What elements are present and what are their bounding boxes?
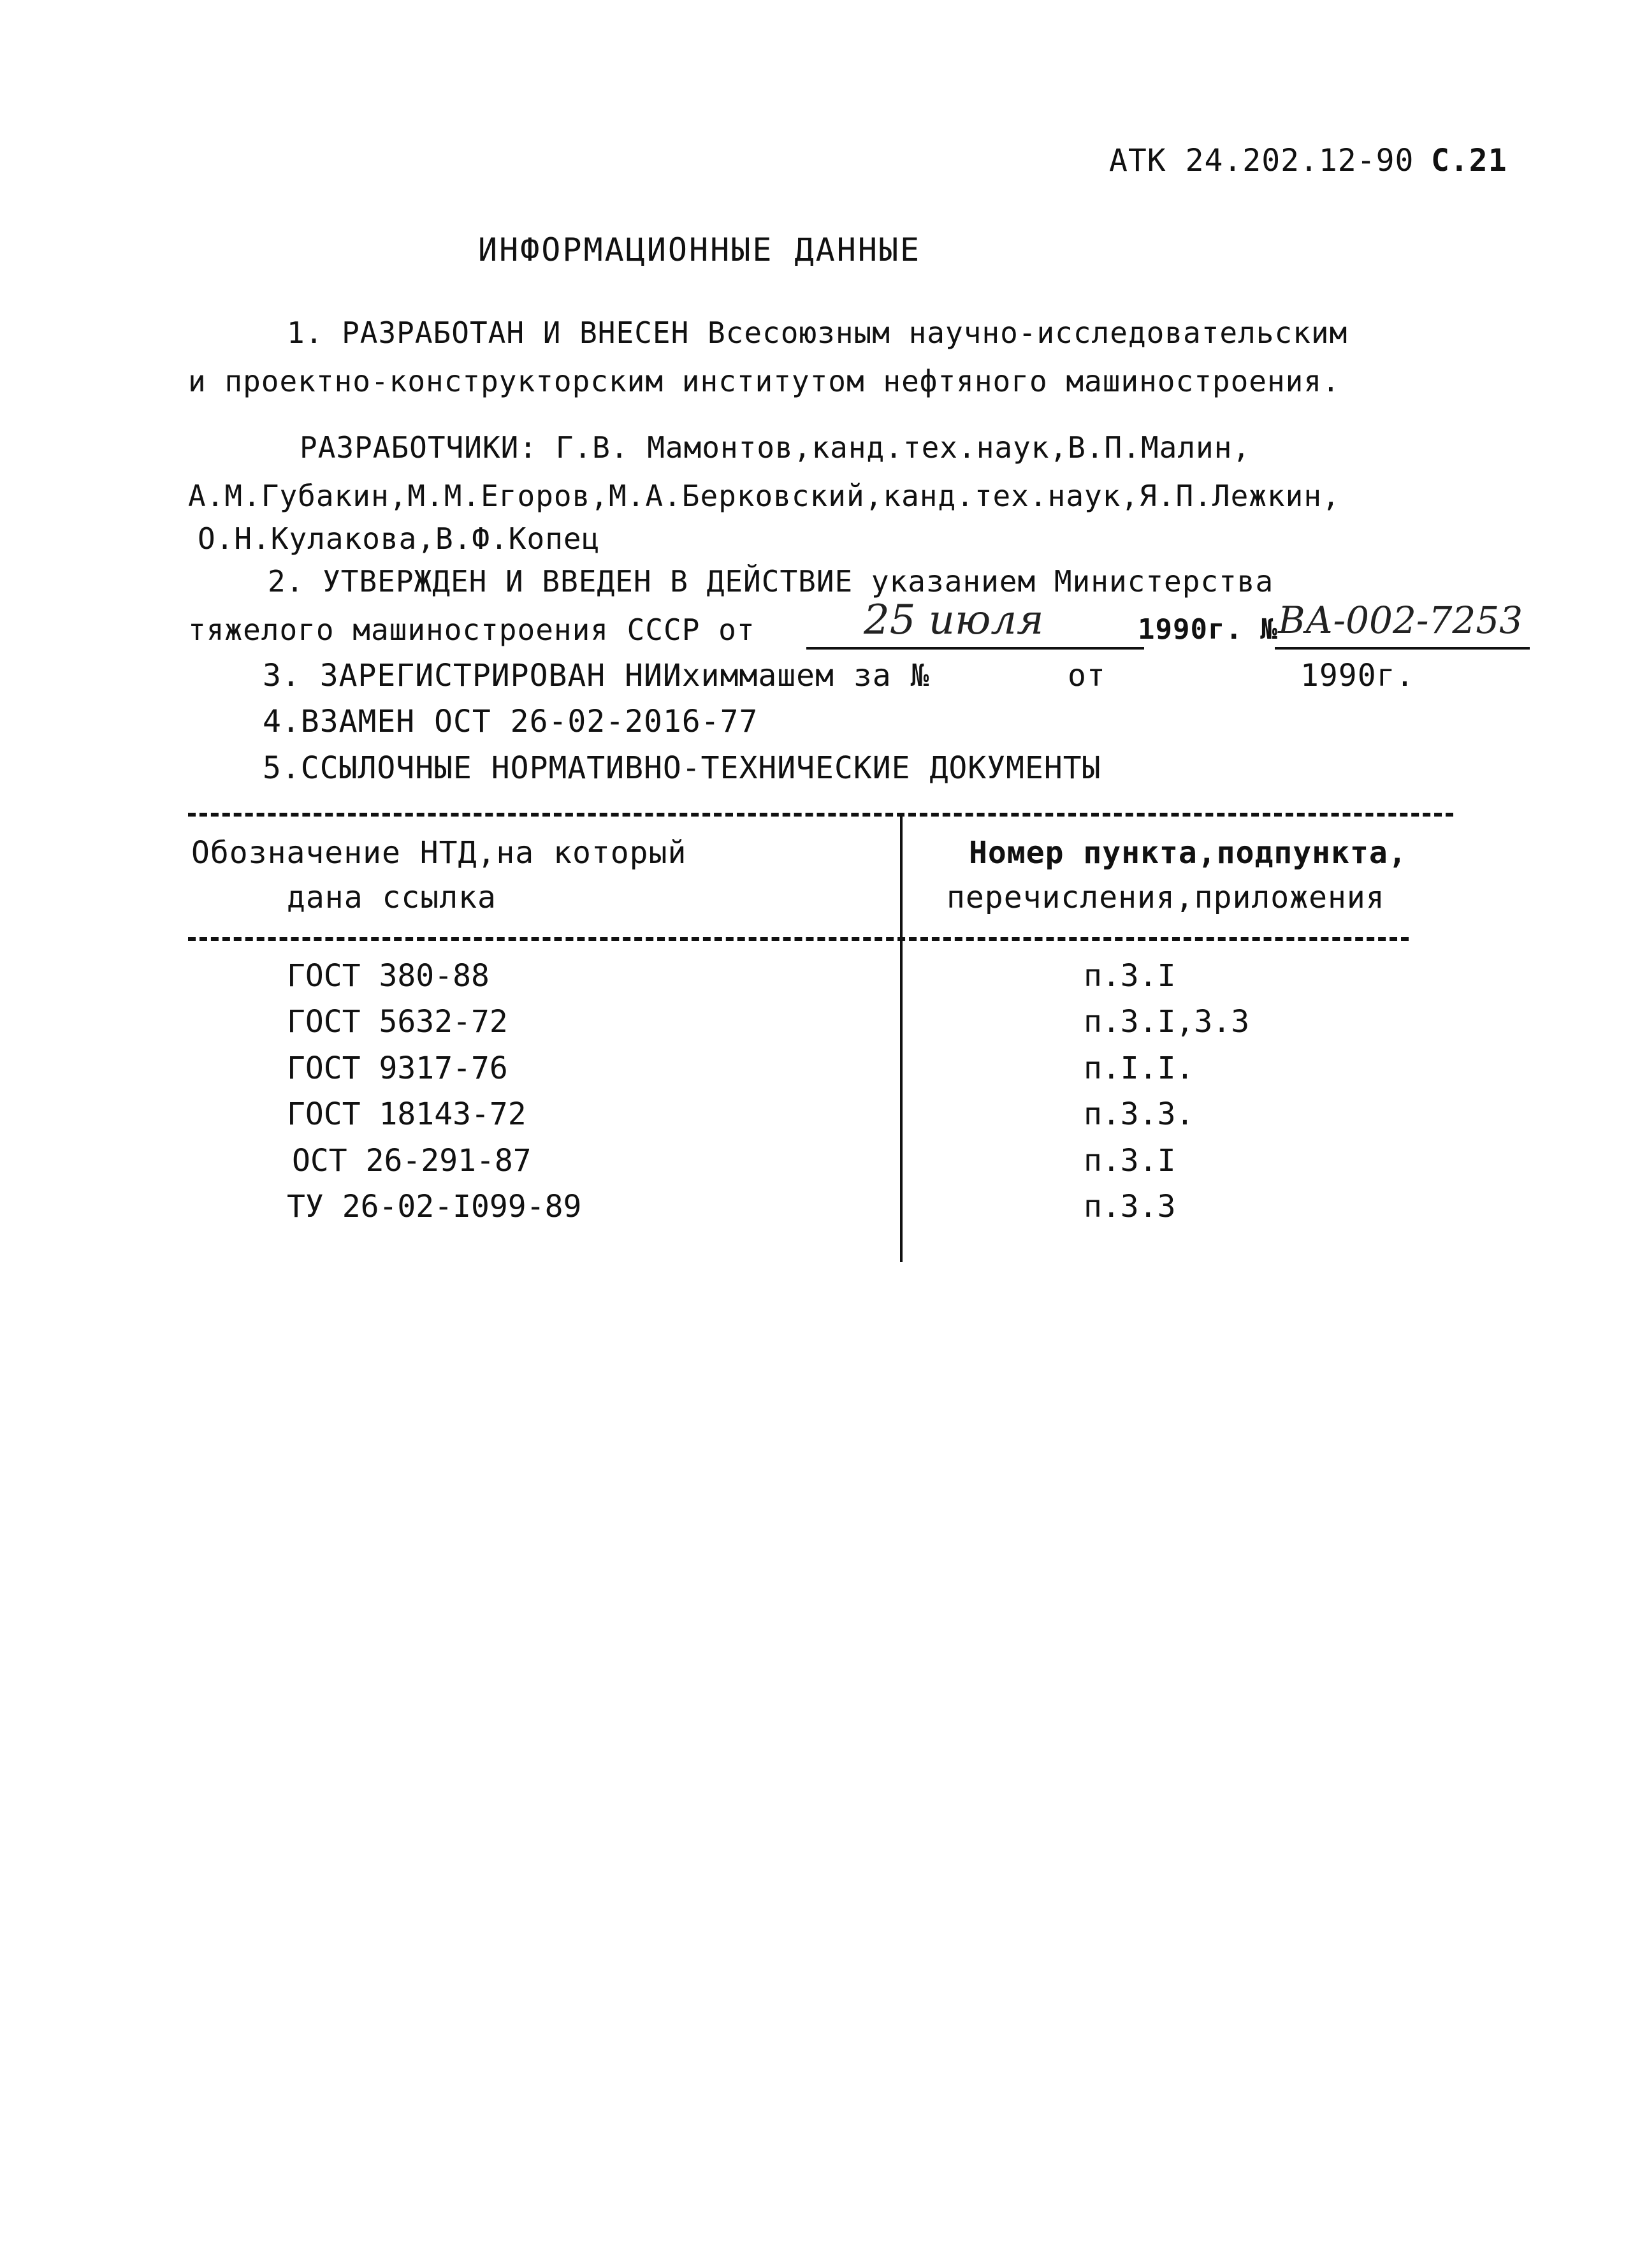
table-row-doc: ГОСТ 5632-72 (287, 1004, 508, 1040)
handwritten-date: 25 июля (864, 597, 1044, 644)
table-column-divider (900, 816, 903, 1262)
table-row-ref: п.3.I (1084, 958, 1176, 994)
item4-text: 4.ВЗАМЕН ОСТ 26-02-2016-77 (263, 704, 759, 739)
item1-developers-line2: А.М.Губакин,М.М.Егоров,М.А.Берковский,канд.тех.наук,Я.П.Лежкин, (188, 479, 1340, 513)
table-row-ref: п.3.I (1084, 1143, 1176, 1179)
table-header-right-line1: Номер пункта,подпункта, (969, 835, 1407, 871)
item1-line1: 1. РАЗРАБОТАН И ВНЕСЕН Всесоюзным научно-исследовательским (287, 316, 1348, 350)
table-row-doc: ТУ 26-02-I099-89 (287, 1189, 582, 1225)
table-row-doc: ОСТ 26-291-87 (292, 1143, 532, 1179)
item5-text: 5.ССЫЛОЧНЫЕ НОРМАТИВНО-ТЕХНИЧЕСКИЕ ДОКУМЕНТЫ (263, 750, 1101, 786)
handwritten-number: ВА-002-7253 (1278, 599, 1523, 642)
table-row-ref: п.3.3. (1084, 1096, 1194, 1132)
item2-line1: 2. УТВЕРЖДЕН И ВВЕДЕН В ДЕЙСТВИЕ указанием Министерства (268, 564, 1274, 599)
table-row-doc: ГОСТ 18143-72 (287, 1096, 526, 1132)
item2-year: 1990г. № (1138, 613, 1278, 646)
table-header-left-line2: дана ссылка (287, 880, 497, 915)
date-underline (806, 647, 1144, 650)
page-number: С.21 (1431, 143, 1507, 178)
item3-from: от (1068, 658, 1106, 694)
item2-line2-prefix: тяжелого машиностроения СССР от (188, 613, 755, 647)
table-top-rule (188, 813, 1453, 817)
item3-text: 3. ЗАРЕГИСТРИРОВАН НИИхиммашем за № (263, 658, 930, 694)
page-title: ИНФОРМАЦИОННЫЕ ДАННЫЕ (478, 231, 922, 268)
table-row-doc: ГОСТ 9317-76 (287, 1050, 508, 1086)
item3-year: 1990г. (1300, 658, 1415, 694)
table-row-ref: п.3.3 (1084, 1189, 1176, 1225)
table-row-doc: ГОСТ 380-88 (287, 958, 490, 994)
table-row-ref: п.3.I,3.3 (1084, 1004, 1250, 1040)
document-code: АТК 24.202.12-90 (1109, 143, 1414, 178)
item1-developers-line1: РАЗРАБОТЧИКИ: Г.В. Мамонтов,канд.тех.наук,В.П.Малин, (300, 430, 1251, 465)
table-row-ref: п.I.I. (1084, 1050, 1194, 1086)
table-header-left-line1: Обозначение НТД,на который (191, 835, 687, 871)
item1-developers-line3: О.Н.Кулакова,В.Ф.Копец (198, 521, 600, 556)
table-header-rule (188, 937, 1409, 941)
table-header-right-line2: перечисления,приложения (947, 880, 1385, 915)
item1-line2: и проектно-конструкторским институтом нефтяного машиностроения. (188, 364, 1340, 398)
number-underline (1275, 647, 1530, 650)
